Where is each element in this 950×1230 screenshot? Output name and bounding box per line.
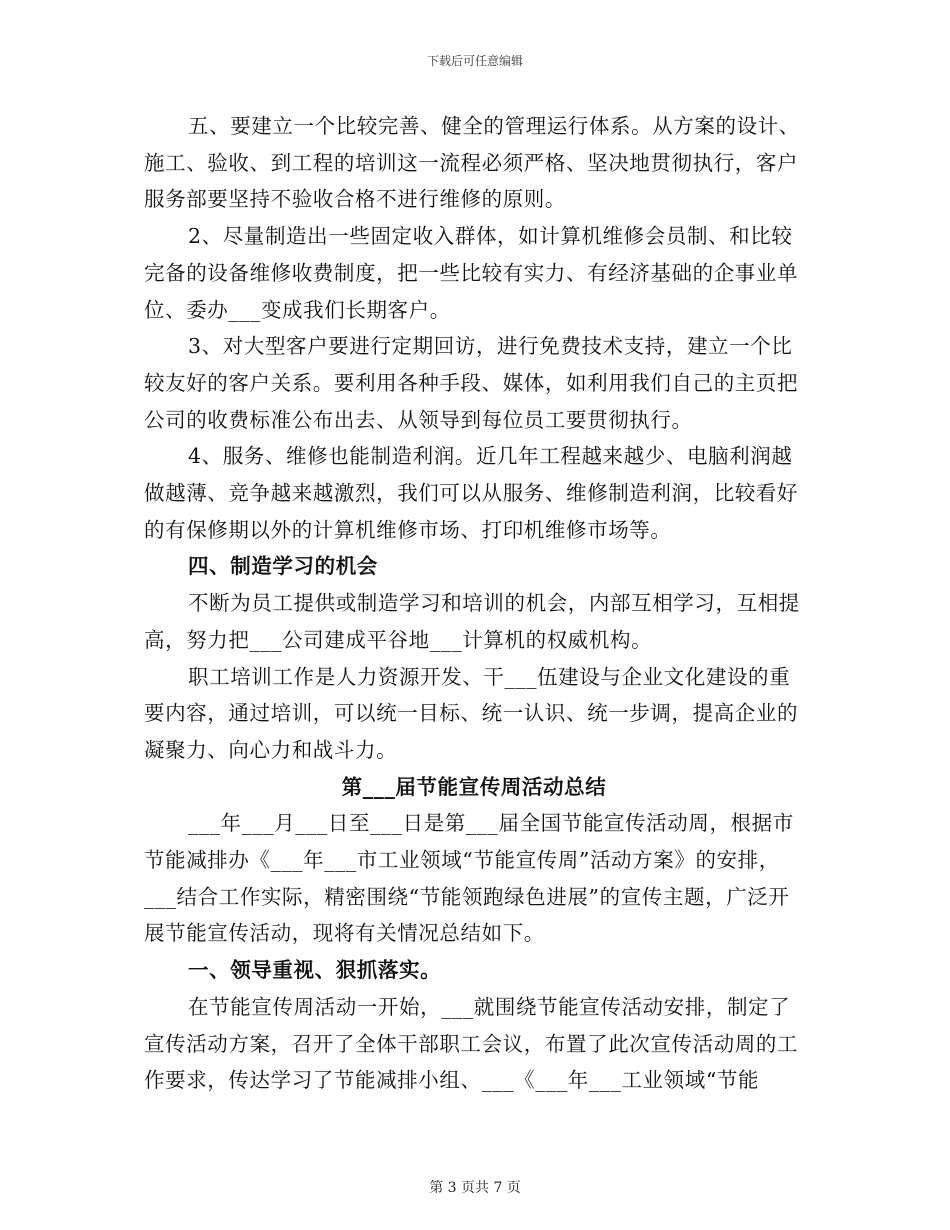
paragraph: 职工培训工作是人力资源开发、干___伍建设与企业文化建设的重要内容，通过培训，可以统一目标、统一认识、统一步调，提高企业的凝聚力、向心力和战斗力。: [144, 664, 799, 762]
document-body: [144, 108, 804, 1099]
paragraph: 3、对大型客户要进行定期回访，进行免费技术支持，建立一个比较友好的客户关系。要利用各种手段、媒体，如利用我们自己的主页把公司的收费标准公布出去、从领导到每位员工要贯彻执行。: [144, 334, 799, 432]
section-heading: 一、领导重视、狠抓落实。: [188, 958, 442, 983]
paragraph: ___年___月___日至___日是第___届全国节能宣传活动周，根据市节能减排办《___年___市工业领域“节能宣传周”活动方案》的安排，___结合工作实际，精密围绕“节能领跑绿色进展”的宣传主题，广泛开展节能宣传活动，现将有关情况总结如下。: [144, 811, 794, 946]
paragraph: 五、要建立一个比较完善、健全的管理运行体系。从方案的设计、施工、验收、到工程的培训这一流程必须严格、坚决地贯彻执行，客户服务部要坚持不验收合格不进行维修的原则。: [144, 114, 800, 212]
paragraph: 2、尽量制造出一些固定收入群体，如计算机维修会员制、和比较完备的设备维修收费制度，把一些比较有实力、有经济基础的企事业单位、委办___变成我们长期客户。: [144, 224, 799, 322]
document-title: 第___届节能宣传周活动总结: [341, 774, 607, 799]
paragraph: 在节能宣传周活动一开始，___就围绕节能宣传活动安排，制定了宣传活动方案，召开了全体干部职工会议，布置了此次宣传活动周的工作要求，传达学习了节能减排小组、___《___年___工业领域“节能: [144, 994, 799, 1093]
paragraph: 4、服务、维修也能制造利润。近几年工程越来越少、电脑利润越做越薄、竞争越来越激烈，我们可以从服务、维修制造利润，比较看好的有保修期以外的计算机维修市场、打印机维修市场等。: [144, 444, 799, 542]
paragraph: 不断为员工提供或制造学习和培训的机会，内部互相学习，互相提高，努力把___公司建成平谷地___计算机的权威机构。: [144, 591, 800, 652]
page-footer: 第 3 页共 7 页: [429, 1180, 521, 1196]
page-header: 下载后可任意编辑: [426, 54, 523, 68]
section-heading: 四、制造学习的机会: [188, 554, 378, 579]
